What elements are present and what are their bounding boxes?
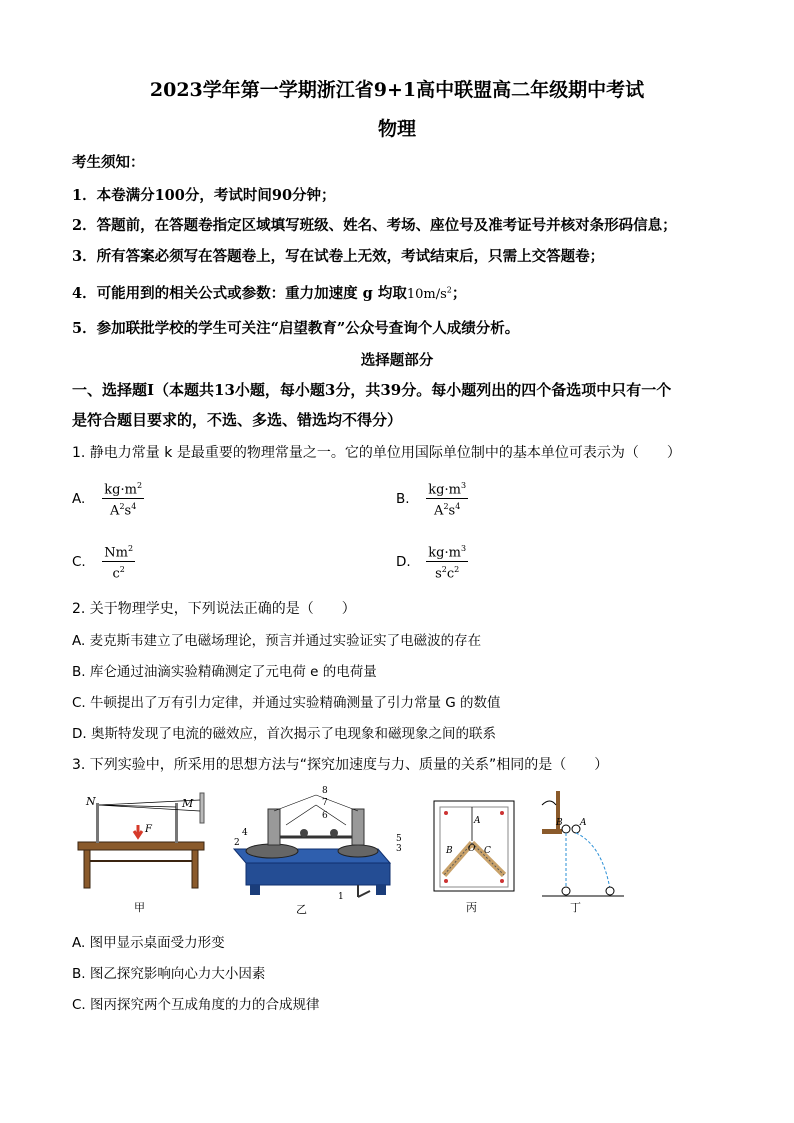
yi-num-5: 5: [396, 834, 402, 844]
q1-option-a-fraction: [102, 478, 144, 520]
projectile-apparatus: [542, 791, 624, 896]
subject-title: 物理: [377, 118, 416, 140]
yi-num-1: 1: [338, 892, 344, 902]
ding-label-a: A: [580, 818, 587, 828]
jia-label-m: M: [182, 797, 194, 810]
ding-caption: 丁: [570, 901, 581, 914]
notice-item-4: [72, 282, 466, 303]
notice-item-1: 1．本卷满分100分，考试时间90分钟；: [72, 187, 336, 204]
frac-den-exp: 2: [441, 565, 447, 575]
yi-num-6: 6: [322, 811, 328, 821]
q3-stem: 3. 下列实验中，所采用的思想方法与“探究加速度与力、质量的关系”相同的是（ ）: [72, 757, 609, 773]
yi-num-4: 4: [242, 828, 248, 838]
frac-num-exp: 3: [460, 481, 467, 490]
q1-option-c-label: C.: [72, 553, 86, 570]
bing-label-o: O: [468, 844, 476, 854]
part1-line2: 是符合题目要求的，不选、多选、错选均不得分）: [72, 411, 403, 429]
q1-stem: 1. 静电力常量 k 是最重要的物理常量之一。它的单位用国际单位制中的基本单位可表示为（ ）: [72, 445, 681, 461]
notice-item-5: 5．参加联批学校的学生可关注“启望教育”公众号查询个人成绩分析。: [72, 320, 520, 337]
q1-option-a[interactable]: [72, 478, 144, 520]
notice-item-4-text: 4．可能用到的相关公式或参数：重力加速度 g 均取: [72, 285, 407, 302]
frac-den-exp: 2: [119, 502, 125, 512]
frac-den2: s: [448, 503, 456, 519]
notice-item-2: 2．答题前，在答题卷指定区域填写班级、姓名、考场、座位号及准考证号并核对条形码信息；: [72, 217, 677, 234]
frac-den2: s: [124, 503, 132, 519]
yi-num-3: 3: [396, 844, 402, 854]
frac-num: kg·m: [104, 482, 137, 498]
yi-num-7: 7: [322, 798, 328, 808]
yi-num-2: 2: [234, 838, 240, 848]
frac-den2: c: [446, 566, 455, 582]
g-end: ；: [451, 285, 467, 302]
g-value-exp: 2: [446, 285, 452, 295]
figure-yi: [228, 785, 408, 920]
g-value-text: 10m/s: [406, 287, 447, 302]
frac-den2-exp: 4: [455, 502, 461, 512]
bing-label-b: B: [446, 846, 453, 856]
ding-label-b: B: [556, 818, 563, 828]
frac-den2-exp: 4: [131, 502, 137, 512]
q3-option-a[interactable]: A. 图甲显示桌面受力形变: [72, 935, 225, 951]
q2-stem: 2. 关于物理学史，下列说法正确的是（ ）: [72, 601, 356, 617]
figure-ding: [536, 785, 626, 915]
frac-num-exp: 2: [128, 544, 134, 553]
g-value: [407, 287, 452, 302]
q1-option-d-fraction: [426, 541, 468, 583]
frac-num: kg·m: [428, 545, 461, 561]
q1-option-b-fraction: [426, 478, 468, 520]
jia-label-n: N: [86, 795, 96, 808]
exam-title: 2023学年第一学期浙江省9+1高中联盟高二年级期中考试: [149, 79, 645, 101]
frac-num: Nm: [104, 545, 128, 561]
frac-den: A: [110, 503, 120, 519]
q1-option-c-fraction: [102, 541, 135, 583]
bing-caption: 丙: [466, 901, 477, 914]
yi-caption: 乙: [296, 903, 307, 916]
q1-option-d-label: D.: [396, 553, 411, 570]
frac-num-exp: 2: [136, 481, 143, 490]
q1-option-b[interactable]: [396, 478, 468, 520]
frac-num-exp: 3: [460, 544, 467, 553]
q1-option-b-label: B.: [396, 490, 410, 507]
centripetal-apparatus: [234, 795, 390, 897]
jia-label-f: F: [145, 824, 152, 835]
part1-line1: 一、选择题Ⅰ（本题共13小题，每小题3分，共39分。每小题列出的四个备选项中只有一个: [72, 381, 672, 399]
frac-num: kg·m: [428, 482, 461, 498]
q1-option-d[interactable]: [396, 541, 468, 583]
notice-item-3: 3．所有答案必须写在答题卷上，写在试卷上无效，考试结束后，只需上交答题卷；: [72, 248, 605, 265]
q3-option-b[interactable]: B. 图乙探究影响向心力大小因素: [72, 966, 266, 982]
q2-option-d[interactable]: D. 奥斯特发现了电流的磁效应，首次揭示了电现象和磁现象之间的联系: [72, 726, 496, 742]
figure-bing: [432, 795, 518, 915]
frac-den: s: [435, 566, 442, 582]
q1-option-c[interactable]: [72, 541, 135, 583]
yi-num-8: 8: [322, 786, 328, 796]
bing-label-c: C: [484, 846, 491, 856]
frac-den2-exp: 2: [454, 565, 460, 575]
frac-den: c: [112, 566, 120, 582]
frac-den-exp: 2: [443, 502, 449, 512]
frac-den-exp: 2: [119, 565, 125, 575]
figure-jia: [72, 785, 212, 920]
q2-option-b[interactable]: B. 库仑通过油滴实验精确测定了元电荷 e 的电荷量: [72, 664, 377, 680]
q2-option-c[interactable]: C. 牛顿提出了万有引力定律，并通过实验精确测量了引力常量 G 的数值: [72, 695, 501, 711]
jia-caption: 甲: [134, 901, 145, 914]
frac-den: A: [434, 503, 444, 519]
q3-option-c[interactable]: C. 图丙探究两个互成角度的力的合成规律: [72, 997, 320, 1013]
q2-option-a[interactable]: A. 麦克斯韦建立了电磁场理论，预言并通过实验证实了电磁波的存在: [72, 633, 482, 649]
q1-option-a-label: A.: [72, 490, 86, 507]
bing-label-a: A: [474, 816, 481, 826]
section-title: 选择题部分: [360, 352, 434, 369]
notice-heading: 考生须知：: [72, 154, 145, 171]
